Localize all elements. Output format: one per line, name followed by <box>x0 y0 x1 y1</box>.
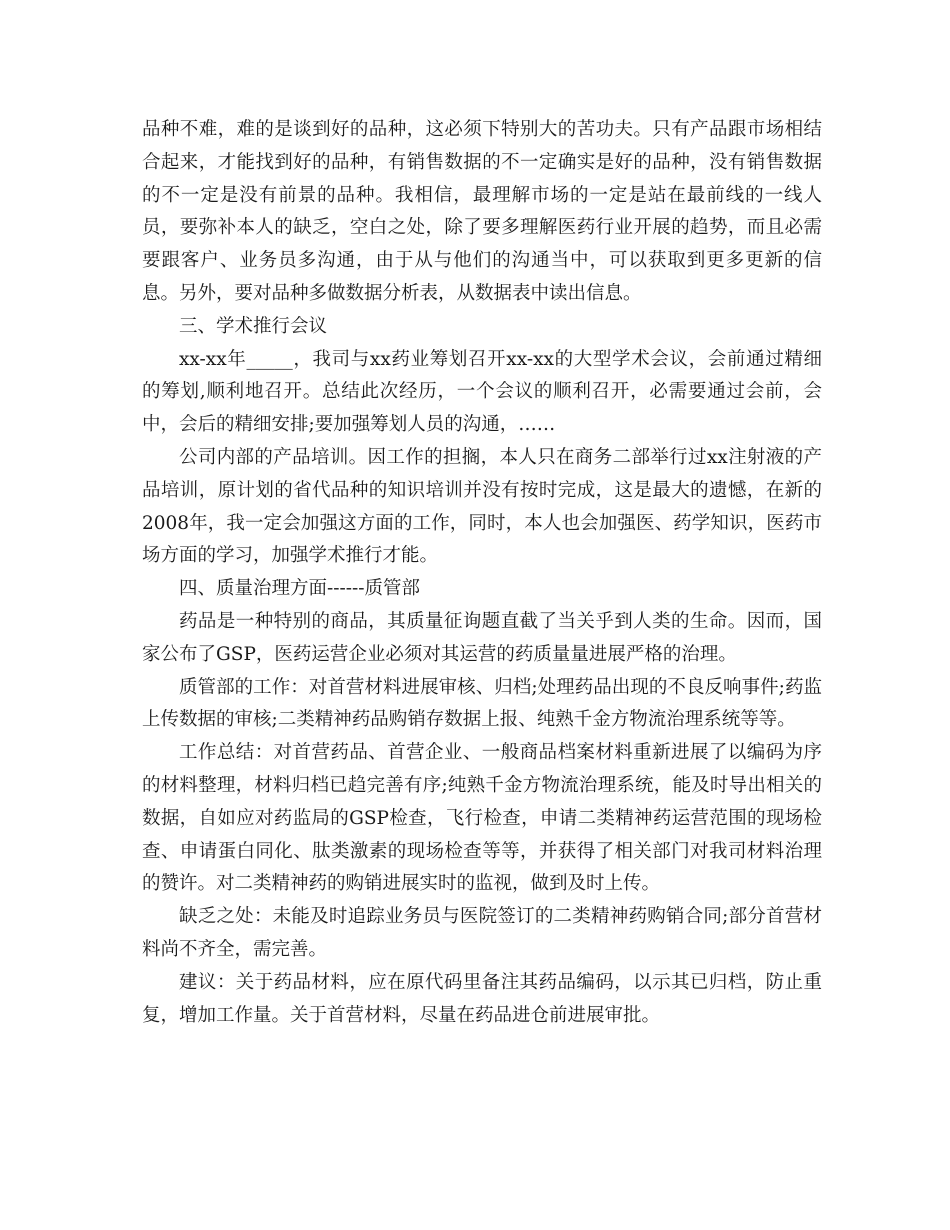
section-heading-academic-meeting: 三、学术推行会议 <box>179 315 328 337</box>
paragraph-qa-duties: 质管部的工作：对首营材料进展审核、归档;处理药品出现的不良反响事件;药监上传数据的审核;二类精神药品购销存数据上报、纯熟千金方物流治理系统等等。 <box>142 676 822 731</box>
section-heading-quality-management: 四、质量治理方面------质管部 <box>179 578 421 600</box>
paragraph-shortcomings: 缺乏之处：未能及时追踪业务员与医院签订的二类精神药购销合同;部分首营材料尚不齐全，需完善。 <box>142 906 822 960</box>
paragraph-suggestions: 建议：关于药品材料，应在原代码里备注其药品编码，以示其已归档，防止重复，增加工作量。关于首营材料，尽量在药品进仓前进展审批。 <box>142 971 822 1026</box>
paragraph-variety-selection: 品种不难，难的是谈到好的品种，这必须下特别大的苦功夫。只有产品跟市场相结合起来，才能找到好的品种，有销售数据的不一定确实是好的品种，没有销售数据的不一定是没有前景的品种。我相信，最理解市场的一定是站在最前线的一线人员，要弥补本人的缺乏，空白之处，除了要多理解医药行业开展的趋势，而且必需要跟客户、业务员多沟通，由于从与他们的沟通当中，可以获取到更多更新的信息。另外，要对品种多做数据分析表，从数据表中读出信息。 <box>142 119 822 304</box>
paragraph-product-training: 公司内部的产品培训。因工作的担搁，本人只在商务二部举行过xx注射液的产品培训，原计划的省代品种的知识培训并没有按时完成，这是最大的遗憾，在新的2008年，我一定会加强这方面的工作，同时，本人也会加强医、药学知识，医药市场方面的学习，加强学术推行才能。 <box>142 446 822 567</box>
paragraph-academic-meeting: xx-xx年_____，我司与xx药业筹划召开xx-xx的大型学术会议，会前通过精细的筹划,顺利地召开。总结此次经历，一个会议的顺利召开，必需要通过会前，会中，会后的精细安排;要加强筹划人员的沟通，…… <box>142 348 822 436</box>
document-body <box>142 114 822 1032</box>
paragraph-drug-quality: 药品是一种特别的商品，其质量征询题直截了当关乎到人类的生命。因而，国家公布了GSP，医药运营企业必须对其运营的药质量量进展严格的治理。 <box>142 610 822 665</box>
paragraph-work-summary: 工作总结：对首营药品、首营企业、一般商品档案材料重新进展了以编码为序的材料整理，材料归档已趋完善有序;纯熟千金方物流治理系统，能及时导出相关的数据，自如应对药监局的GSP检查，飞行检查，申请二类精神药运营范围的现场检查、申请蛋白同化、肽类激素的现场检查等等，并获得了相关部门对我司材料治理的赞许。对二类精神药的购销进展实时的监视，做到及时上传。 <box>142 742 822 895</box>
